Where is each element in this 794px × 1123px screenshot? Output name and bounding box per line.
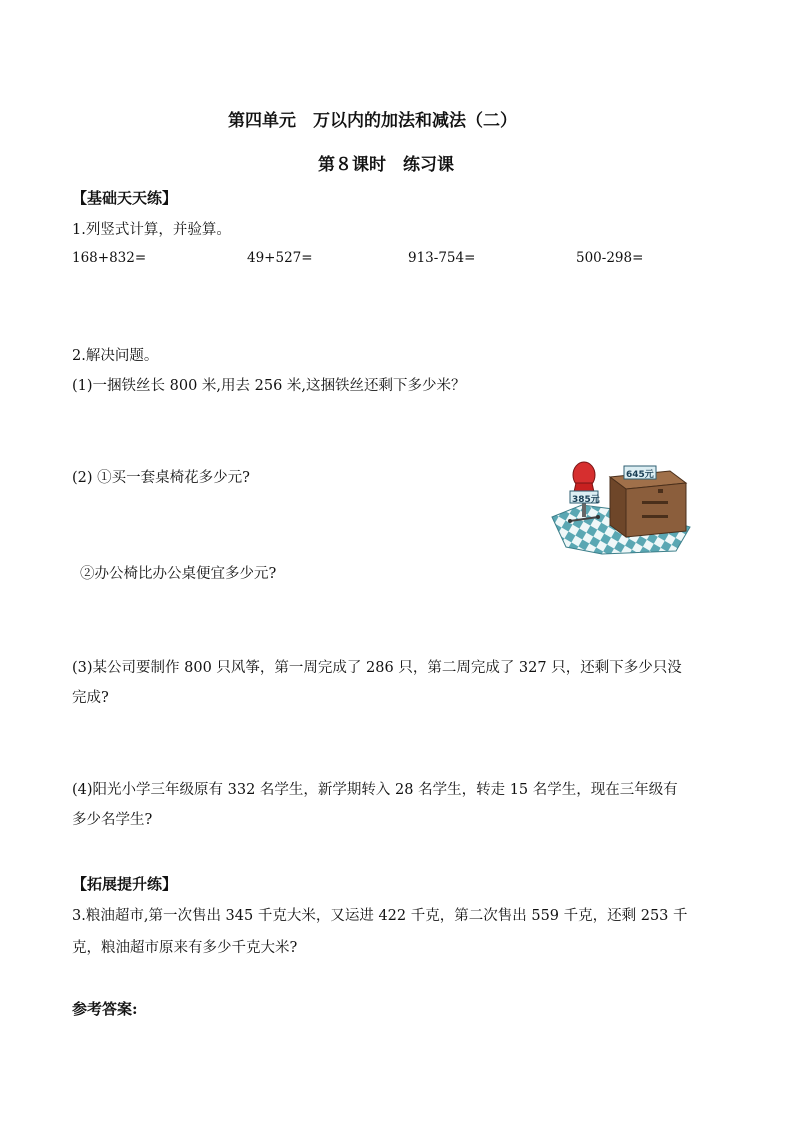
lesson-title: 第８课时 练习课	[318, 155, 454, 175]
unit-title: 第四单元 万以内的加法和减法（二）	[228, 111, 517, 131]
q2-prompt: 2.解决问题。	[72, 348, 159, 364]
basic-section-label: 【基础天天练】	[72, 189, 178, 207]
q2-part2b: ②办公椅比办公桌便宜多少元?	[80, 566, 277, 582]
q2-part1: (1)一捆铁丝长 800 米,用去 256 米,这捆铁丝还剩下多少米？	[72, 378, 466, 394]
q2-part3-line1: (3)某公司要制作 800 只风筝，第一周完成了 286 只，第二周完成了 327 只，还剩下多少只没	[72, 660, 682, 676]
desk-price-tag: 645元	[626, 470, 654, 480]
q3-line2: 克，粮油超市原来有多少千克大米?	[72, 940, 298, 956]
chair-price-tag: 385元	[572, 495, 600, 505]
answers-label: 参考答案:	[72, 1000, 138, 1018]
calc-item: 49+527=	[247, 250, 313, 266]
q2-part4-line2: 多少名学生?	[72, 812, 153, 828]
q1-prompt: 1.列竖式计算，并验算。	[72, 222, 231, 238]
desk-chair-illustration	[548, 455, 694, 555]
q2-part4-line1: (4)阳光小学三年级原有 332 名学生，新学期转入 28 名学生，转走 15 名学生，现在三年级有	[72, 782, 678, 798]
extension-section-label: 【拓展提升练】	[72, 875, 178, 893]
q3-line1: 3.粮油超市,第一次售出 345 千克大米，又运进 422 千克，第二次售出 559 千克，还剩 253 千	[72, 908, 688, 924]
calc-item: 913-754=	[408, 250, 476, 266]
q2-part2a: (2) ①买一套桌椅花多少元?	[72, 470, 250, 486]
q2-part3-line2: 完成?	[72, 690, 109, 706]
desk-chair-drawing	[548, 455, 694, 555]
calc-item: 168+832=	[72, 250, 147, 266]
calc-item: 500-298=	[576, 250, 644, 266]
